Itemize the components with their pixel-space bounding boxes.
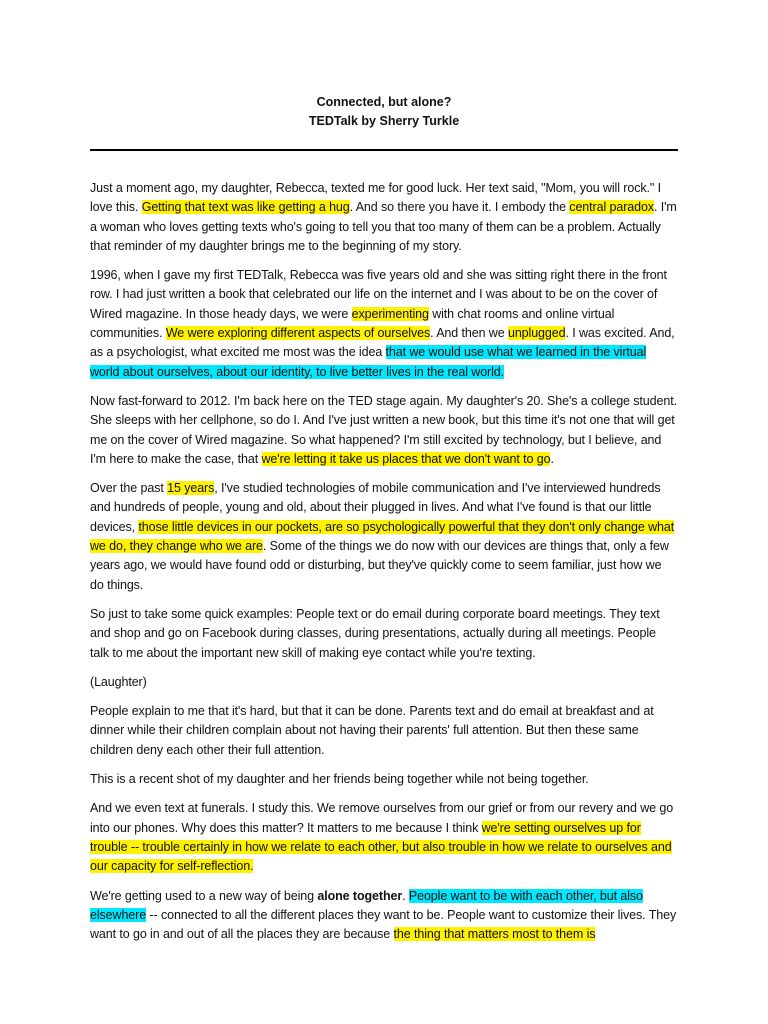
text-run: Over the past [90, 481, 168, 496]
document-body [90, 179, 678, 954]
highlight-yellow: Getting that text was like getting a hug [141, 200, 350, 215]
text-run: . I'm a woman who loves getting texts who's going to tell you that too many of them can be a problem. Actually that reminder of my daughter brings me to the beginning of my story. [90, 200, 677, 253]
highlight-yellow: 15 years [167, 481, 215, 496]
text-run: People explain to me that it's hard, but that it can be done. Parents text and do email at breakfast and at dinner while their children complain about not having their parents' full attention. But then these same children deny each other their full attention. [90, 704, 654, 757]
text-run: Now fast-forward to 2012. I'm back here on the TED stage again. My daughter's 20. She's a college student. She sleeps with her cellphone, so do I. And I've just written a new book, but this time it's not one that will get me on the cover of Wired magazine. So what happened? I'm still excited by technology, but I believe, and I'm here to make the case, that [90, 393, 677, 466]
text-run: . [550, 451, 554, 466]
text-run: with chat rooms and online virtual communities. [90, 306, 615, 341]
text-run: . And so there you have it. I embody the [349, 200, 570, 215]
text-run: So just to take some quick examples: People text or do email during corporate board meetings. They text and shop and go on Facebook during classes, during presentations, actually during all meetings. People talk to me about the important new skill of making eye contact while you're texting. [90, 606, 660, 660]
highlight-yellow: we're setting ourselves up for trouble -- trouble certainly in how we relate to each other, but also trouble in how we relate to ourselves and our capacity for self-reflection. [90, 820, 672, 874]
highlight-yellow: We were exploring different aspects of ourselves [165, 326, 431, 341]
title-divider [90, 149, 678, 151]
highlight-yellow: experimenting [351, 306, 429, 321]
highlight-yellow: unplugged [507, 326, 566, 341]
paragraph [90, 887, 678, 945]
bold-text: alone together [317, 888, 403, 903]
paragraph [90, 179, 678, 256]
text-run: . Some of the things we do now with our devices are things that, only a few years ago, we would have found odd or disturbing, but they've quickly come to seem familiar, just how we do things. [90, 539, 669, 592]
text-run: . [402, 888, 409, 903]
paragraph [90, 770, 678, 789]
document-subtitle: TEDTalk by Sherry Turkle [308, 114, 460, 128]
highlight-cyan: People want to be with each other, but also elsewhere [90, 888, 643, 922]
paragraph [90, 479, 678, 595]
highlight-yellow: central paradox [569, 200, 654, 215]
paragraph [90, 673, 678, 692]
highlight-cyan: that we would use what we learned in the virtual world about ourselves, about our identity, to live better lives in the real world. [90, 345, 647, 379]
text-run: 1996, when I gave my first TEDTalk, Rebecca was five years old and she was sitting right there in the front row. I had just written a book that celebrated our life on the internet and I was about to be on the cover of Wired magazine. In those heady days, we were [90, 268, 667, 321]
paragraph [90, 392, 678, 469]
text-run: (Laughter) [90, 674, 147, 689]
paragraph [90, 605, 678, 663]
paragraph [90, 266, 678, 382]
highlight-yellow: those little devices in our pockets, are so psychologically powerful that they don't only change what we do, they change who we are [90, 519, 675, 554]
text-run: , I've studied technologies of mobile communication and I've interviewed hundreds and hundreds of people, young and old, about their plugged in lives. And what I've found is that our little devices, [90, 481, 661, 534]
text-run: Just a moment ago, my daughter, Rebecca, texted me for good luck. Her text said, "Mom, you will rock." I love this. [90, 181, 661, 215]
text-run: This is a recent shot of my daughter and her friends being together while not being together. [90, 772, 589, 787]
text-run: We're getting used to a new way of being [90, 888, 318, 903]
title-block [90, 93, 678, 131]
text-run: . And then we [430, 326, 508, 341]
highlight-yellow: the thing that matters most to them is [393, 927, 596, 942]
text-run: . I was excited. And, as a psychologist, what excited me most was the idea [90, 326, 675, 360]
paragraph [90, 702, 678, 760]
text-run: And we even text at funerals. I study this. We remove ourselves from our grief or from our revery and we go into our phones. Why does this matter? It matters to me because I think [90, 801, 674, 835]
highlight-yellow: we're letting it take us places that we don't want to go [261, 451, 551, 466]
paragraph [90, 799, 678, 876]
document-title: Connected, but alone? [316, 95, 452, 109]
text-run: -- connected to all the different places they want to be. People want to customize their lives. They want to go in and out of all the places they are because [90, 907, 677, 942]
